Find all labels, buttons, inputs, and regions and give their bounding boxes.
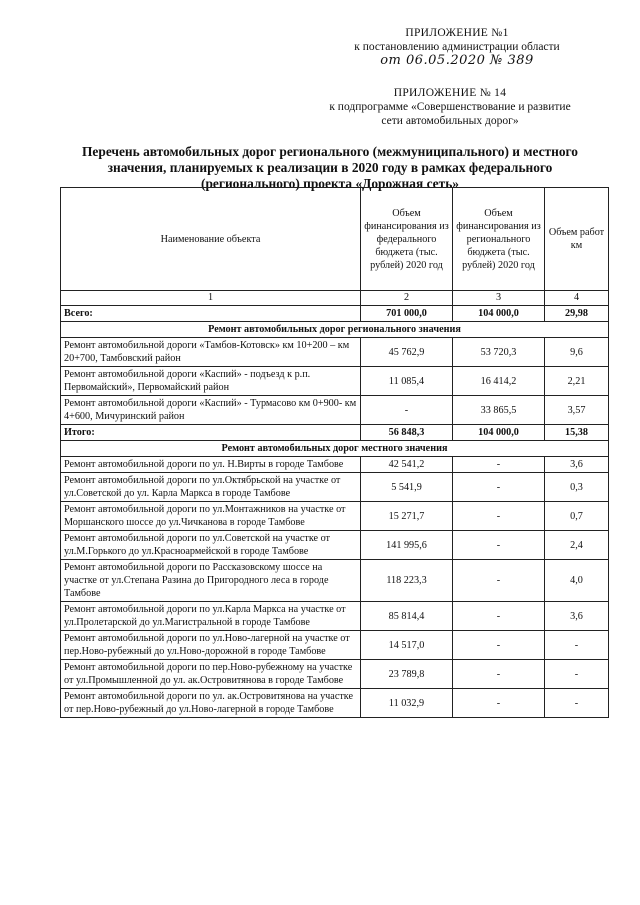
object-name-cell: Ремонт автомобильной дороги по ул.Карла Маркса на участке от ул.Пролетарской до ул.Магистральной в городе Тамбове [61, 602, 361, 631]
object-name-cell: Ремонт автомобильной дороги по ул.Монтажников на участке от Моршанского шоссе до ул.Чичканова в городе Тамбове [61, 502, 361, 531]
column-index: 2 [361, 291, 453, 306]
table-row [61, 396, 609, 425]
object-name-cell: Ремонт автомобильной дороги по ул. ак.Островитянова на участке от пер.Ново-рубежный до ул.Ново-лагерной в городе Тамбове [61, 689, 361, 718]
regional-funding-cell: 33 865,5 [453, 396, 545, 425]
annex-1-heading: ПРИЛОЖЕНИЕ №1 [405, 27, 509, 39]
work-volume-cell: 3,6 [545, 457, 609, 473]
regional-funding-cell: - [453, 602, 545, 631]
work-volume-cell: 4,0 [545, 560, 609, 602]
subtotal-regional: 104 000,0 [453, 425, 545, 441]
subtotal-volume: 15,38 [545, 425, 609, 441]
object-name-cell: Ремонт автомобильной дороги по ул. Н.Вирты в городе Тамбове [61, 457, 361, 473]
work-volume-cell: 0,7 [545, 502, 609, 531]
section-local-row [61, 441, 609, 457]
work-volume-cell: 0,3 [545, 473, 609, 502]
work-volume-cell: 3,57 [545, 396, 609, 425]
table-row [61, 531, 609, 560]
regional-funding-cell: 16 414,2 [453, 367, 545, 396]
federal-funding-cell: 15 271,7 [361, 502, 453, 531]
document-title: Перечень автомобильных дорог регионального (межмуниципального) и местного значения, планируемых к реализации в 2020 году в рамках федерального (регионального) проекта «Дорожная сеть» [82, 144, 578, 191]
work-volume-cell: 2,21 [545, 367, 609, 396]
object-name-cell: Ремонт автомобильной дороги по Рассказовскому шоссе на участке от ул.Степана Разина до Пригородного леса в городе Тамбове [61, 560, 361, 602]
section-local-rows [61, 457, 609, 718]
section-regional-title: Ремонт автомобильных дорог регионального значения [61, 322, 609, 338]
regional-funding-cell: - [453, 531, 545, 560]
work-volume-cell: - [545, 631, 609, 660]
table-row [61, 631, 609, 660]
subtotal-row [61, 425, 609, 441]
object-name-cell: Ремонт автомобильной дороги по ул.Октябрьской на участке от ул.Советской до ул. Карла Маркса в городе Тамбове [61, 473, 361, 502]
table-row [61, 338, 609, 367]
table-row [61, 689, 609, 718]
table-row [61, 502, 609, 531]
subtotal-federal: 56 848,3 [361, 425, 453, 441]
work-volume-cell: 9,6 [545, 338, 609, 367]
table-row [61, 602, 609, 631]
work-volume-cell: 3,6 [545, 602, 609, 631]
annex-14-reference-line1: к подпрограмме «Совершенствование и развитие [329, 101, 571, 113]
object-name-cell: Ремонт автомобильной дороги «Тамбов-Котовск» км 10+200 – км 20+700, Тамбовский район [61, 338, 361, 367]
regional-funding-cell: - [453, 660, 545, 689]
annex-1-block [332, 26, 582, 68]
regional-funding-cell: - [453, 457, 545, 473]
grand-total-federal: 701 000,0 [361, 306, 453, 322]
section-regional-rows [61, 338, 609, 425]
table-header-row [61, 188, 609, 291]
section-local-title: Ремонт автомобильных дорог местного значения [61, 441, 609, 457]
regional-funding-cell: 53 720,3 [453, 338, 545, 367]
federal-funding-cell: 14 517,0 [361, 631, 453, 660]
regional-funding-cell: - [453, 502, 545, 531]
annex-14-heading: ПРИЛОЖЕНИЕ № 14 [393, 87, 507, 99]
regional-funding-cell: - [453, 560, 545, 602]
table-row [61, 367, 609, 396]
object-name-cell: Ремонт автомобильной дороги «Каспий» - Турмасово км 0+900- км 4+600, Мичуринский район [61, 396, 361, 425]
column-index: 4 [545, 291, 609, 306]
header-object-name: Наименование объекта [61, 188, 361, 291]
regional-funding-cell: - [453, 473, 545, 502]
grand-total-label: Всего: [61, 306, 361, 322]
annex-14-reference-line2: сети автомобильных дорог» [381, 115, 519, 127]
object-name-cell: Ремонт автомобильной дороги по ул.Ново-лагерной на участке от пер.Ново-рубежный до ул.Ново-дорожной в городе Тамбове [61, 631, 361, 660]
object-name-cell: Ремонт автомобильной дороги по ул.Советской на участке от ул.М.Горького до ул.Красноармейской в городе Тамбове [61, 531, 361, 560]
grand-total-regional: 104 000,0 [453, 306, 545, 322]
object-name-cell: Ремонт автомобильной дороги «Каспий» - подъезд к р.п. Первомайский», Первомайский район [61, 367, 361, 396]
federal-funding-cell: 11 032,9 [361, 689, 453, 718]
annex-1-reference: к постановлению администрации области [354, 41, 560, 53]
annex-14-block [290, 86, 610, 128]
column-index: 1 [61, 291, 361, 306]
roads-table [60, 187, 609, 718]
work-volume-cell: 2,4 [545, 531, 609, 560]
grand-total-row [61, 306, 609, 322]
work-volume-cell: - [545, 689, 609, 718]
federal-funding-cell: 45 762,9 [361, 338, 453, 367]
table-row [61, 660, 609, 689]
federal-funding-cell: 42 541,2 [361, 457, 453, 473]
header-federal-funding: Объем финансирования из федерального бюджета (тыс. рублей) 2020 год [361, 188, 453, 291]
header-work-volume: Объем работ км [545, 188, 609, 291]
regional-funding-cell: - [453, 631, 545, 660]
column-index: 3 [453, 291, 545, 306]
federal-funding-cell: 23 789,8 [361, 660, 453, 689]
header-regional-funding: Объем финансирования из регионального бюджета (тыс. рублей) 2020 год [453, 188, 545, 291]
federal-funding-cell: 11 085,4 [361, 367, 453, 396]
federal-funding-cell: 118 223,3 [361, 560, 453, 602]
work-volume-cell: - [545, 660, 609, 689]
federal-funding-cell: 5 541,9 [361, 473, 453, 502]
handwritten-date-number: от 06.05.2020 № 389 [380, 53, 534, 68]
table-row [61, 560, 609, 602]
federal-funding-cell: - [361, 396, 453, 425]
column-index-row [61, 291, 609, 306]
regional-funding-cell: - [453, 689, 545, 718]
federal-funding-cell: 141 995,6 [361, 531, 453, 560]
table-row [61, 457, 609, 473]
section-regional-row [61, 322, 609, 338]
table-row [61, 473, 609, 502]
subtotal-label: Итого: [61, 425, 361, 441]
grand-total-volume: 29,98 [545, 306, 609, 322]
object-name-cell: Ремонт автомобильной дороги по пер.Ново-рубежному на участке от ул.Промышленной до ул. ак.Островитянова в городе Тамбове [61, 660, 361, 689]
federal-funding-cell: 85 814,4 [361, 602, 453, 631]
